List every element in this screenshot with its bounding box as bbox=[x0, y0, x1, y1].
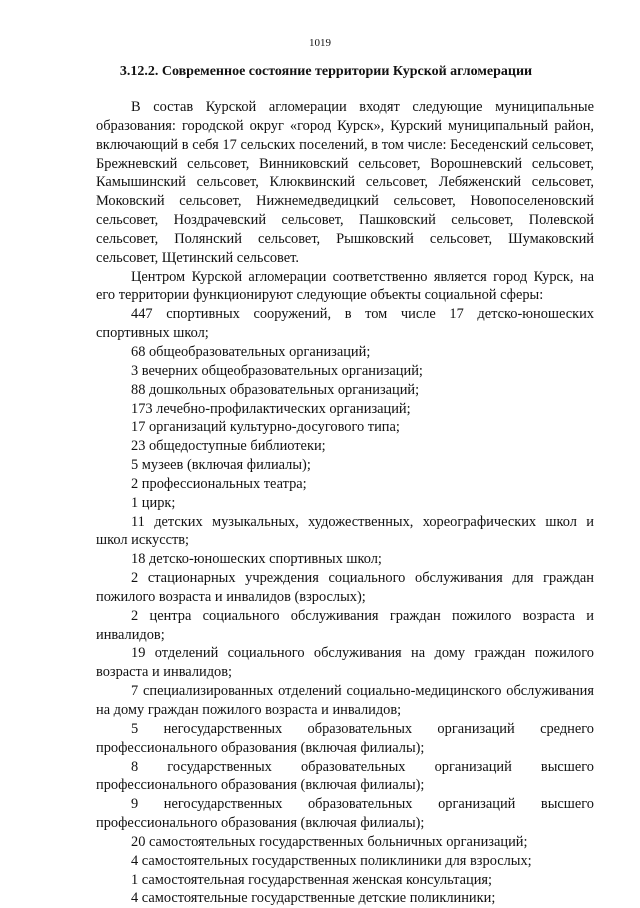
list-item: 23 общедоступные библиотеки; bbox=[131, 438, 326, 455]
list-item: 11 детских музыкальных, художественных, хореографических школ и школ искусств; bbox=[96, 513, 594, 549]
list-item: 173 лечебно-профилактических организаций; bbox=[131, 400, 411, 417]
list-item: 2 профессиональных театра; bbox=[131, 475, 307, 492]
list-item: 447 спортивных сооружений, в том числе 17 детско-юношеских спортивных школ; bbox=[96, 306, 594, 342]
list-item: 1 цирк; bbox=[131, 494, 176, 511]
list-item: 3 вечерних общеобразовательных организаций; bbox=[131, 362, 423, 379]
page-number: 1019 bbox=[309, 37, 331, 49]
list-item: 17 организаций культурно-досугового типа; bbox=[131, 419, 400, 436]
list-item: 5 музеев (включая филиалы); bbox=[131, 457, 311, 474]
list-item: 5 негосударственных образовательных организаций среднего профессионального образования (включая филиалы); bbox=[96, 720, 594, 756]
list-item: 7 специализированных отделений социально-медицинского обслуживания на дому граждан пожилого возраста и инвалидов; bbox=[96, 683, 594, 718]
paragraph-center: Центром Курской агломерации соответственно является город Курск, на его территории функционируют следующие объекты социальной сферы: bbox=[96, 268, 594, 304]
list-item: 2 стационарных учреждения социального обслуживания для граждан пожилого возраста и инвалидов (взрослых); bbox=[96, 570, 594, 605]
list-item: 8 государственных образовательных организаций высшего профессионального образования (включая филиалы); bbox=[96, 758, 594, 794]
document-body bbox=[96, 98, 594, 908]
list-item: 9 негосударственных образовательных организаций высшего профессионального образования (включая филиалы); bbox=[96, 796, 594, 832]
section-heading: 3.12.2. Современное состояние территории Курской агломерации bbox=[119, 64, 533, 79]
list-item: 2 центра социального обслуживания граждан пожилого возраста и инвалидов; bbox=[96, 607, 594, 643]
list-item: 19 отделений социального обслуживания на дому граждан пожилого возраста и инвалидов; bbox=[96, 645, 594, 681]
paragraph-intro: В состав Курской агломерации входят следующие муниципальные образования: городской округ «город Курск», Курский муниципальный район, включающий в себя 17 сельских поселений, в том числе: Беседенский сельсовет, Брежневский сельсовет, Винниковский сельсовет, Ворошневский сельсовет, Камышинский сельсовет, Клюквинский сельсовет, Лебяженский сельсовет, Моковский сельсовет, Нижнемедведицкий сельсовет, Новопоселеновский сельсовет, Ноздрачевский сельсовет, Пашковский сельсовет, Полевской сельсовет, Полянский сельсовет, Рышковский сельсовет, Шумаковский сельсовет, Щетинский сельсовет. bbox=[96, 99, 594, 266]
list-item: 68 общеобразовательных организаций; bbox=[131, 343, 371, 360]
list-item: 88 дошкольных образовательных организаций; bbox=[131, 381, 420, 398]
list-item: 18 детско-юношеских спортивных школ; bbox=[131, 551, 382, 568]
list-item: 1 самостоятельная государственная женская консультация; bbox=[131, 871, 493, 888]
list-item: 4 самостоятельные государственные детские поликлиники; bbox=[131, 890, 496, 907]
list-item: 4 самостоятельных государственных поликлиники для взрослых; bbox=[131, 852, 532, 869]
list-item: 20 самостоятельных государственных больничных организаций; bbox=[131, 833, 528, 850]
